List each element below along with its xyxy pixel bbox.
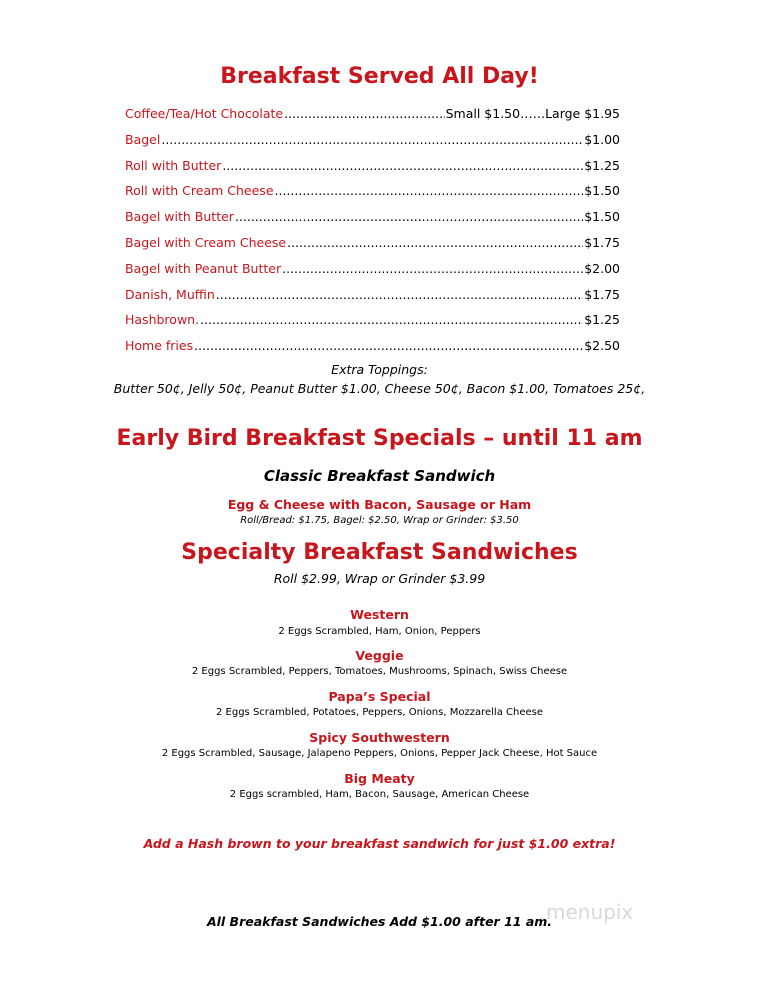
toppings-list: Butter 50¢, Jelly 50¢, Peanut Butter $1.00, Cheese 50¢, Bacon $1.00, Tomatoes 25¢,: [113, 381, 646, 396]
classic-sandwich-heading: Classic Breakfast Sandwich: [263, 467, 496, 485]
sandwich-name: Papa’s Special: [328, 689, 431, 704]
toppings-heading: Extra Toppings:: [331, 362, 428, 377]
menu-item-price: $1.75: [584, 235, 620, 250]
menu-item-price: $2.00: [584, 261, 620, 276]
menu-item-name: Bagel with Peanut Butter: [125, 261, 282, 276]
menu-item-row: [125, 312, 620, 327]
menu-item-price: $1.50: [584, 183, 620, 198]
after-11-note: All Breakfast Sandwiches Add $1.00 after 11 am.: [206, 914, 553, 929]
specialty-prices: Roll $2.99, Wrap or Grinder $3.99: [273, 571, 486, 586]
menu-item-name: Home fries: [125, 338, 194, 353]
sandwich-name: Big Meaty: [344, 771, 415, 786]
classic-sandwich-prices: Roll/Bread: $1.75, Bagel: $2.50, Wrap or Grinder: $3.50: [240, 515, 519, 526]
menu-item-row: [125, 209, 620, 224]
menu-item-row: [125, 106, 620, 121]
dot-leader: [287, 235, 583, 250]
dot-leader: [222, 158, 583, 173]
menu-item-price: $1.00: [584, 132, 620, 147]
dot-leader: [275, 183, 584, 198]
menu-item-row: [125, 338, 620, 353]
sandwich-description: 2 Eggs Scrambled, Ham, Onion, Peppers: [278, 626, 481, 637]
menu-item-price: $1.50: [584, 209, 620, 224]
menu-item-price: $1.25: [584, 158, 620, 173]
breakfast-section-title: Breakfast Served All Day!: [220, 64, 539, 89]
specialty-title: Specialty Breakfast Sandwiches: [181, 540, 578, 565]
menu-item-row: [125, 287, 620, 302]
menu-item-price: Small $1.50……Large $1.95: [445, 106, 620, 121]
sandwich-description: 2 Eggs Scrambled, Sausage, Jalapeno Peppers, Onions, Pepper Jack Cheese, Hot Sauce: [161, 748, 598, 759]
menu-item-price: $1.75: [584, 287, 620, 302]
menu-item-name: Coffee/Tea/Hot Chocolate: [125, 106, 284, 121]
dot-leader: [200, 312, 583, 327]
classic-sandwich-name: Egg & Cheese with Bacon, Sausage or Ham: [227, 497, 532, 512]
hashbrown-addon-note: Add a Hash brown to your breakfast sandwich for just $1.00 extra!: [143, 836, 616, 851]
menu-item-name: Danish, Muffin: [125, 287, 215, 302]
sandwich-description: 2 Eggs Scrambled, Potatoes, Peppers, Onions, Mozzarella Cheese: [216, 707, 543, 718]
menu-item-row: [125, 132, 620, 147]
dot-leader: [284, 106, 444, 121]
menu-item-row: [125, 261, 620, 276]
menu-item-price: $2.50: [584, 338, 620, 353]
dot-leader: [282, 261, 583, 276]
menu-item-row: [125, 158, 620, 173]
menu-item-row: [125, 235, 620, 250]
sandwich-name: Veggie: [355, 648, 404, 663]
menu-item-name: Roll with Butter: [125, 158, 222, 173]
sandwich-name: Spicy Southwestern: [309, 730, 450, 745]
menu-item-row: [125, 183, 620, 198]
menu-item-name: Bagel with Cream Cheese: [125, 235, 287, 250]
menu-item-name: Bagel: [125, 132, 161, 147]
menu-item-price: $1.25: [584, 312, 620, 327]
dot-leader: [235, 209, 583, 224]
menu-item-name: Bagel with Butter: [125, 209, 234, 224]
dot-leader: [194, 338, 583, 353]
dot-leader: [216, 287, 583, 302]
sandwich-description: 2 Eggs scrambled, Ham, Bacon, Sausage, American Cheese: [229, 789, 530, 800]
menupix-watermark: menupix: [546, 900, 634, 924]
menu-item-name: Roll with Cream Cheese: [125, 183, 274, 198]
sandwich-description: 2 Eggs Scrambled, Peppers, Tomatoes, Mushrooms, Spinach, Swiss Cheese: [191, 666, 568, 677]
early-bird-title: Early Bird Breakfast Specials – until 11 am: [116, 426, 643, 451]
menu-item-name: Hashbrown.: [125, 312, 200, 327]
dot-leader: [161, 132, 583, 147]
sandwich-name: Western: [350, 607, 409, 622]
